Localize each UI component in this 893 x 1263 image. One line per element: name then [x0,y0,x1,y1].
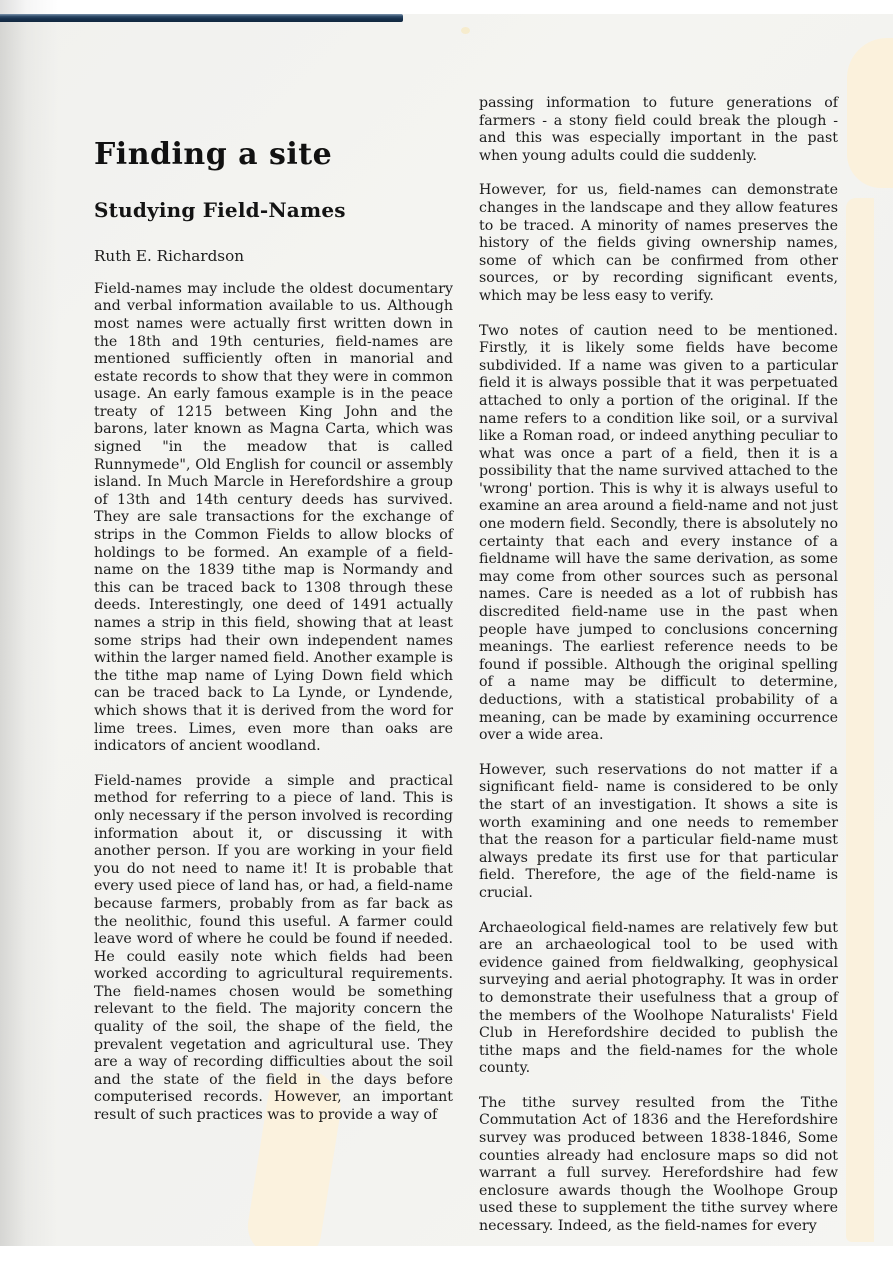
author-name: Ruth E. Richardson [94,247,245,265]
scan-artifact-top-bar [0,14,403,22]
paragraph: passing information to future generations of farmers - a stony field could break the plough - and this was especially important in the past when young adults could die suddenly. [479,95,838,164]
paragraph: However, for us, field-names can demonstrate changes in the landscape and they allow features to be traced. A minority of names preserves the history of the fields giving ownership names, some of which can be confirmed from other sources, or by recording significant events, which may be less easy to verify. [479,182,838,304]
left-column [94,95,453,1142]
paragraph: However, such reservations do not matter if a significant field- name is considered to be only the start of an investigation. It shows a site is worth examining and one needs to remember that the reason for a particular field-name must always predate its first use for that particular field. Therefore, the age of the field-name is crucial. [479,761,838,901]
scan-artifact-cream-dot [461,27,470,34]
paragraph: Two notes of caution need to be mentioned. Firstly, it is likely some fields have become subdivided. If a name was given to a particular field it is always possible that it was perpetuated attached to only a portion of the original. If the name refers to a condition like soil, or a survival like a Roman road, or indeed anything peculiar to what was once a part of a field, then it is a possibility that the name survived attached to the 'wrong' portion. This is why it is always useful to examine an area around a field-name and not just one modern field. Secondly, there is absolutely no certainty that each and every instance of a fieldname will have the same derivation, as some may come from other sources such as personal names. Care is needed as a lot of rubbish has discredited field-name use in the past when people have jumped to conclusions concerning meanings. The earliest reference needs to be found if possible. Although the original spelling of a name may be difficult to determine, deductions, with a statistical probability of a meaning, can be made by examining occurrence over a wide area. [479,322,838,744]
page-title: Finding a site [94,137,333,172]
paragraph: The tithe survey resulted from the Tithe Commutation Act of 1836 and the Herefordshire survey was produced between 1838-1846, Some counties already had enclosure maps so did not warrant a full survey. Herefordshire had few enclosure awards though the Woolhope Group used these to supplement the tithe survey where necessary. Indeed, as the field-names for every [479,1094,838,1235]
paragraph: Field-names provide a simple and practical method for referring to a piece of land. This is only necessary if the person involved is recording information about it, or discussing it with another person. If you are working in your field you do not need to name it! It is probable that every used piece of land has, or had, a field-name because farmers, probably from as far back as the neolithic, found this useful. A farmer could leave word of where he could be found if needed. He could easily note which fields had been worked according to agricultural requirements. The field-names chosen would be something relevant to the field. The majority concern the quality of the soil, the shape of the field, the prevalent vegetation and agricultural use. They are a way of recording difficulties about the soil and the state of the field in the days before computerised records. However, an important result of such practices was to provide a way of [94,772,453,1124]
right-column [479,95,838,1253]
paragraph: Archaeological field-names are relatively few but are an archaeological tool to be used with evidence gained from fieldwalking, geophysical surveying and aerial photography. It was in order to demonstrate their usefulness that a group of the members of the Woolhope Naturalists' Field Club in Herefordshire decided to publish the tithe maps and the field-names for the whole county. [479,919,838,1077]
scan-artifact-cream-strip [846,198,874,1242]
scan-artifact-bottom-band [0,1246,893,1263]
scan-artifact-cream-blob [847,38,893,188]
paragraph: Field-names may include the oldest documentary and verbal information available to us. Although most names were actually first written down in the 18th and 19th centuries, field-names are mentioned sufficiently often in manorial and estate records to show that they were in common usage. An early famous example is in the peace treaty of 1215 between King John and the barons, later known as Magna Carta, which was signed "in the meadow that is called Runnymede", Old English for council or assembly island. In Much Marcle in Herefordshire a group of 13th and 14th century deeds has survived. They are sale transactions for the exchange of strips in the Common Fields to allow blocks of holdings to be formed. An example of a field-name on the 1839 tithe map is Normandy and this can be traced back to 1308 through these deeds. Interestingly, one deed of 1491 actually names a strip in this field, showing that at least some strips had their own independent names within the larger named field. Another example is the tithe map name of Lying Down field which can be traced back to La Lynde, or Lyndende, which shows that it is derived from the word for lime trees. Limes, even more than oaks are indicators of ancient woodland. [94,280,453,755]
page-subtitle: Studying Field-Names [94,198,346,222]
